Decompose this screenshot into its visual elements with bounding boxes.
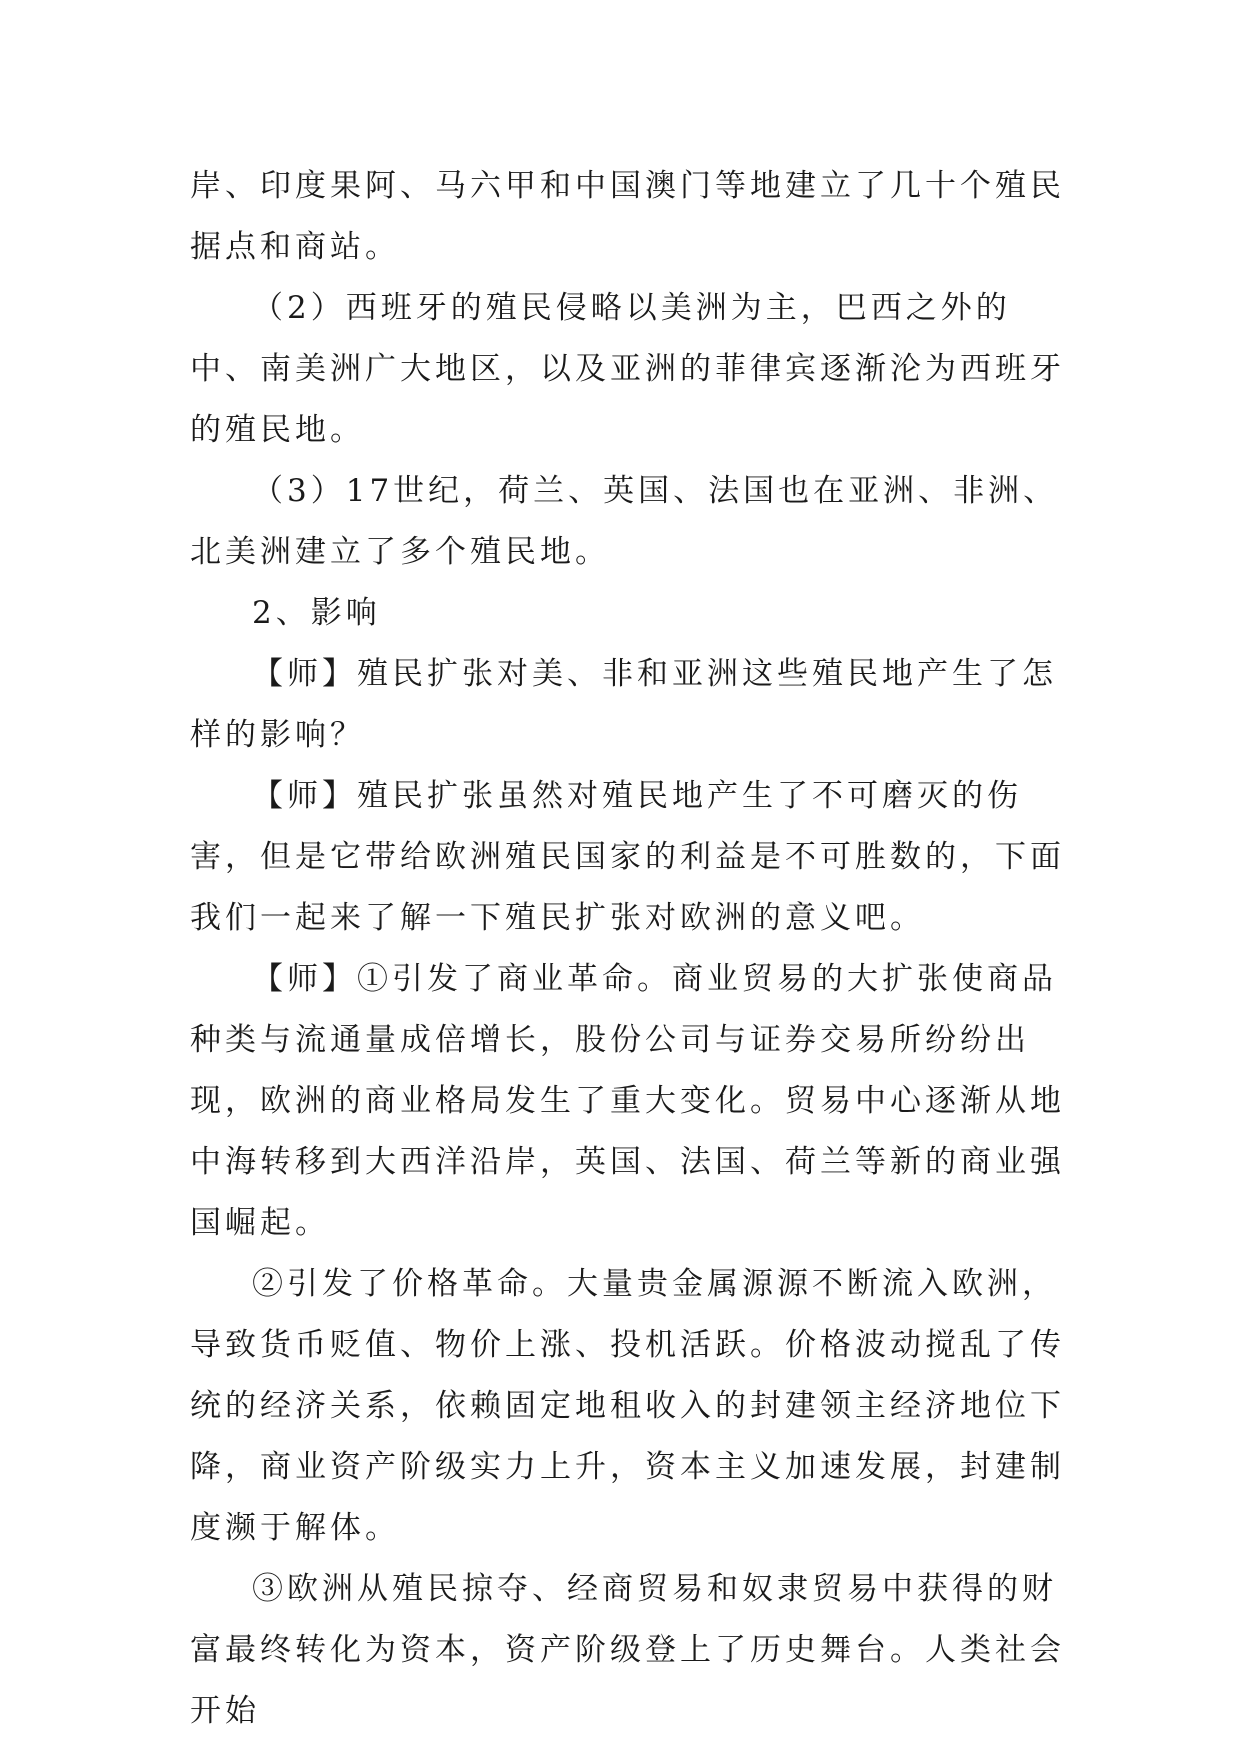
document-body	[190, 156, 1070, 1742]
paragraph-teacher-transition: 【师】殖民扩张虽然对殖民地产生了不可磨灭的伤害，但是它带给欧洲殖民国家的利益是不可胜数的，下面我们一起来了解一下殖民扩张对欧洲的意义吧。	[190, 778, 1065, 936]
paragraph-spain-colonization: （2）西班牙的殖民侵略以美洲为主，巴西之外的中、南美洲广大地区，以及亚洲的菲律宾逐渐沦为西班牙的殖民地。	[190, 290, 1065, 448]
paragraph-commercial-revolution: 【师】①引发了商业革命。商业贸易的大扩张使商品种类与流通量成倍增长，股份公司与证券交易所纷纷出现，欧洲的商业格局发生了重大变化。贸易中心逐渐从地中海转移到大西洋沿岸，英国、法国、荷兰等新的商业强国崛起。	[190, 961, 1065, 1241]
section-heading-impact: 2、影响	[252, 595, 381, 631]
paragraph-17th-century-colonies: （3）17世纪，荷兰、英国、法国也在亚洲、非洲、北美洲建立了多个殖民地。	[190, 473, 1059, 570]
paragraph-capital-accumulation: ③欧洲从殖民掠夺、经商贸易和奴隶贸易中获得的财富最终转化为资本，资产阶级登上了历史舞台。人类社会开始	[190, 1571, 1065, 1729]
paragraph-continuation-portugal: 岸、印度果阿、马六甲和中国澳门等地建立了几十个殖民据点和商站。	[190, 168, 1065, 265]
paragraph-teacher-question: 【师】殖民扩张对美、非和亚洲这些殖民地产生了怎样的影响？	[190, 656, 1057, 753]
paragraph-price-revolution: ②引发了价格革命。大量贵金属源源不断流入欧洲，导致货币贬值、物价上涨、投机活跃。价格波动搅乱了传统的经济关系，依赖固定地租收入的封建领主经济地位下降，商业资产阶级实力上升，资本主义加速发展，封建制度濒于解体。	[190, 1266, 1065, 1546]
